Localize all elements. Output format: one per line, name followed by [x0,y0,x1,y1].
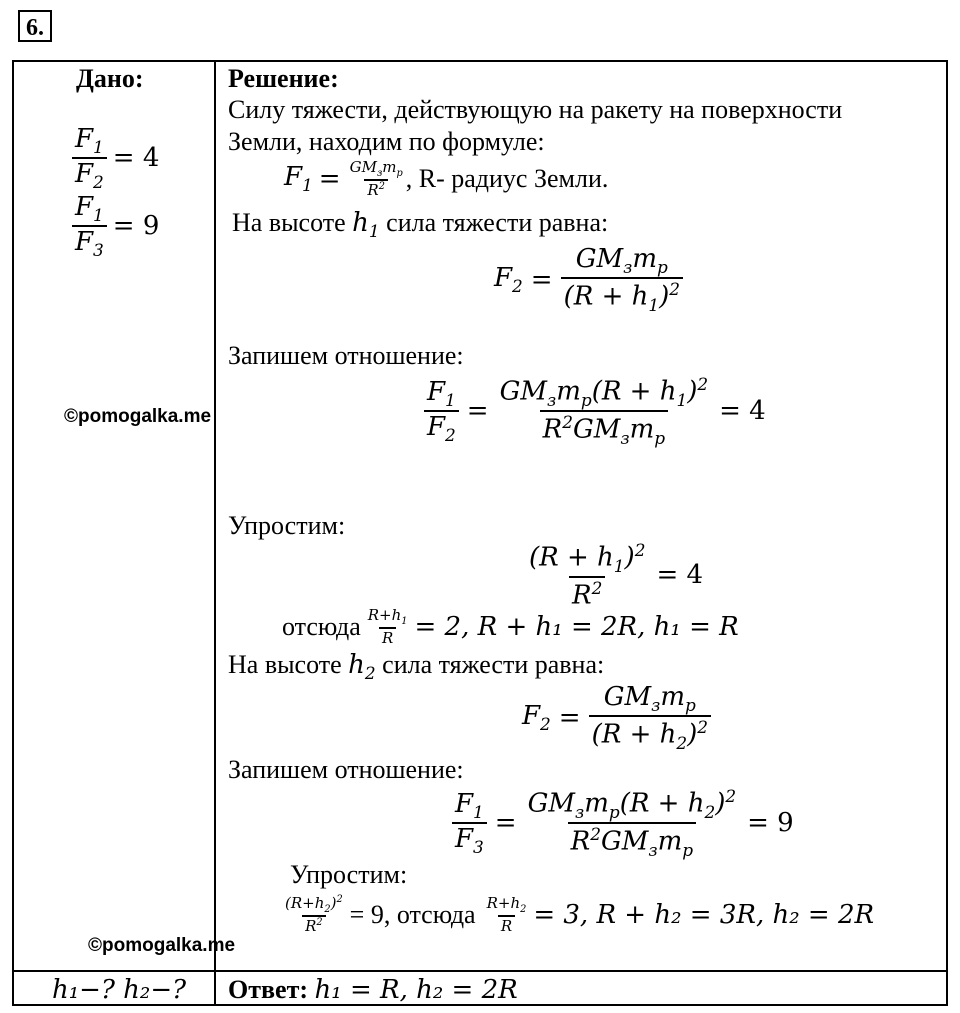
formula-simplified-1: $\frac{(R + h_1)^2}{R^2}$ = 4 [529,540,704,611]
result-h2: $\frac{(R+h_2)^2}{R^2}$ = 9, отсюда $\frac{R+h_2}{R}$ = 3, R + h₂ = 3R, h₂ = 2R [285,894,875,935]
formula-f2-h2: $F_2$ = $\frac{GM_зm_p}{(R + h_2)^2}$ [522,682,711,753]
column-divider [214,60,216,1006]
solution-line-2: Земли, находим по формуле: [228,127,545,156]
simplify-2: Упростим: [290,860,408,889]
given-ratio-1: $\frac{F_1}{F_2}$ = 4 [72,124,159,192]
watermark-bottom: ©pomogalka.me [88,935,236,956]
h2-intro: На высоте $h_2$ сила тяжести равна: [228,650,605,684]
formula-ratio-1: $\frac{F_1}{F_2}$ = $\frac{GM_зm_p(R + h_1)^2}{R^2GM_зm_p}$ = 4 [424,374,766,448]
formula-f1: $F_1$ = $\frac{GM_зm_p}{R^2}$ , R- радиус Земли. [284,158,609,199]
ratio-intro-1: Запишем отношение: [228,341,464,370]
solution-title: Решение: [228,64,339,93]
task-number: 6. [18,10,52,42]
given-ratio-2: $\frac{F_1}{F_3}$ = 9 [72,192,159,260]
answer-row-divider [12,970,948,972]
given-title: Дано: [76,64,144,93]
answer-value: h₁ = R, h₂ = 2R [314,975,518,1005]
simplify-1: Упростим: [228,511,346,540]
h1-intro: На высоте $h_1$ сила тяжести равна: [232,208,609,242]
ratio-intro-2: Запишем отношение: [228,755,464,784]
formula-ratio-2: $\frac{F_1}{F_3}$ = $\frac{GM_зm_p(R + h_2)^2}{R^2GM_зm_p}$ = 9 [452,786,794,860]
solution-line-1: Силу тяжести, действующую на ракету на поверхности [228,95,843,124]
answer: Ответ: h₁ = R, h₂ = 2R [228,975,518,1005]
formula-f2-h1: $F_2$ = $\frac{GM_зm_p}{(R + h_1)^2}$ [494,244,683,315]
find-unknowns: h₁−? h₂−? [52,975,187,1005]
result-h1: отсюда $\frac{R+h_1}{R}$ = 2, R + h₁ = 2R, h₁ = R [282,606,739,647]
watermark-top: ©pomogalka.me [64,406,212,427]
